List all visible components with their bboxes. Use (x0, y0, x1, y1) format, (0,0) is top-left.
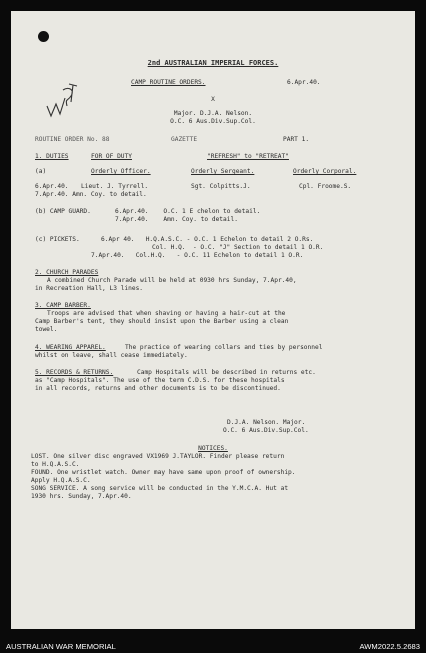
duty-sergeant-1: Sgt. Colpitts.J. (191, 183, 251, 190)
notice-line-5: SONG SERVICE. A song service will be conducted in the Y.M.C.A. Hut at (31, 485, 289, 492)
part-label: PART 1. (283, 136, 310, 143)
records-line-2: as "Camp Hospitals". The use of the term C.D.S. for these hospitals (35, 377, 285, 384)
col-orderly-sergeant: Orderly Sergeant. (191, 168, 255, 175)
duties-heading: 1. DUTIES (35, 153, 69, 160)
pickets-row-1: 6.Apr 40. H.Q.A.S.C. - O.C. 1 Echelon to detail 2 O.Rs. (101, 236, 314, 243)
gazette-label: GAZETTE (171, 136, 198, 143)
document-date: 6.Apr.40. (287, 79, 321, 86)
punch-hole (38, 31, 49, 42)
footer-credit: AUSTRALIAN WAR MEMORIAL (6, 642, 116, 651)
duty-corporal-1: Cpl. Froome.S. (299, 183, 352, 190)
notice-line-1: LOST. One silver disc engraved VX1969 J.TAYLOR. Finder please return (31, 453, 285, 460)
document-title: 2nd AUSTRALIAN IMPERIAL FORCES. (147, 59, 279, 67)
notice-line-3: FOUND. One wristlet watch. Owner may have same upon proof of ownership. (31, 469, 296, 476)
signature-unit: O.C. 6 Aus.Div.Sup.Col. (223, 427, 309, 434)
pickets-row-3: 7.Apr.40. Col.H.Q. - O.C. 11 Echelon to detail 1 O.R. (91, 252, 304, 259)
records-heading: 5. RECORDS & RETURNS. (35, 369, 114, 376)
apparel-heading: 4. WEARING APPAREL. (35, 344, 106, 351)
duties-subheading: FOR OF DUTY (91, 153, 132, 160)
issuer-name: Major. D.J.A. Nelson. (173, 110, 253, 117)
church-text-2: in Recreation Hall, L3 lines. (35, 285, 144, 292)
apparel-line-1: The practice of wearing collars and ties by personnel (125, 344, 323, 351)
barber-line-3: towel. (35, 326, 58, 333)
issuer-unit: O.C. 6 Aus.Div.Sup.Col. (170, 118, 256, 125)
barber-line-1: Troops are advised that when shaving or having a hair-cut at the (47, 310, 286, 317)
camp-guard-row-1: 6.Apr.40. O.C. 1 E chelon to detail. (115, 208, 261, 215)
signature-name: D.J.A. Nelson. Major. (227, 419, 306, 426)
notice-line-6: 1930 hrs. Sunday, 7.Apr.40. (31, 493, 132, 500)
document-subtitle: CAMP ROUTINE ORDERS. (131, 79, 206, 86)
notices-heading: NOTICES. (198, 445, 228, 452)
records-line-1: Camp Hospitals will be described in returns etc. (137, 369, 316, 376)
duty-date-1: 6.Apr.40. (35, 183, 69, 190)
col-orderly-officer: Orderly Officer. (91, 168, 151, 175)
routine-order-number: ROUTINE ORDER No. 88 (35, 136, 110, 143)
duty-officer-1: Lieut. J. Tyrrell. (81, 183, 149, 190)
barber-heading: 3. CAMP BARBER. (35, 302, 91, 309)
footer-accession-id: AWM2022.5.2683 (359, 642, 420, 651)
notice-line-2: to H.Q.A.S.C. (31, 461, 80, 468)
document-page (11, 11, 415, 629)
pickets-row-2: Col. H.Q. - O.C. "J" Section to detail 1 O.R. (152, 244, 324, 251)
col-orderly-corporal: Orderly Corporal. (293, 168, 357, 175)
camp-guard-label: (b) CAMP GUARD. (35, 208, 91, 215)
notice-line-4: Apply H.Q.A.S.C. (31, 477, 91, 484)
pickets-label: (c) PICKETS. (35, 236, 80, 243)
duty-row-2: 7.Apr.40. Amn. Coy. to detail. (35, 191, 147, 198)
barber-line-2: Camp Barber's tent, they should insist upon the Barber using a clean (35, 318, 289, 325)
records-line-3: in all records, returns and other documents is to be discontinued. (35, 385, 281, 392)
church-text-1: A combined Church Parade will be held at 0930 hrs Sunday, 7.Apr.40, (47, 277, 297, 284)
apparel-line-2: whilst on leave, shall cease immediately. (35, 352, 188, 359)
camp-guard-row-2: 7.Apr.40. Amn. Coy. to detail. (115, 216, 238, 223)
section-mark: X (211, 96, 215, 103)
duties-period: "REFRESH" to "RETREAT" (207, 153, 289, 160)
duties-a-label: (a) (35, 168, 47, 175)
church-heading: 2. CHURCH PARADES (35, 269, 99, 276)
